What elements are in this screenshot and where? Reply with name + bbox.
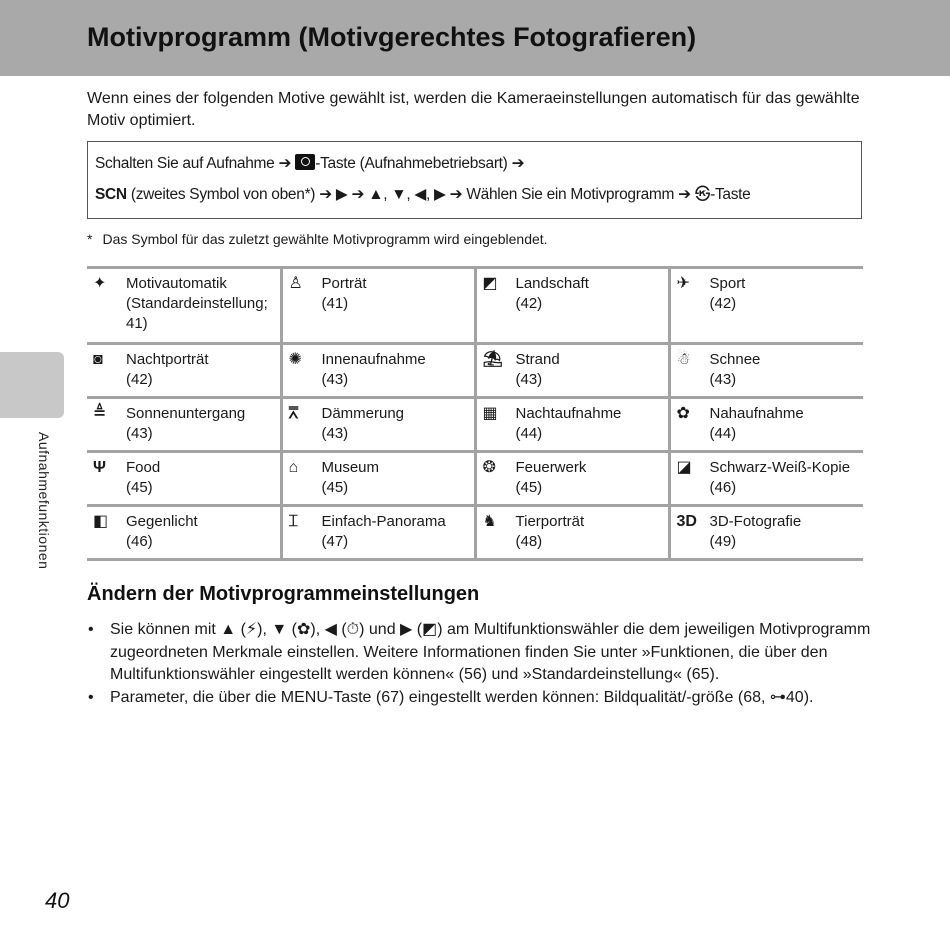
scene-cell	[475, 506, 669, 560]
dusk-dawn-icon: ⩞	[288, 405, 299, 422]
sport-icon: ✈	[676, 275, 690, 292]
scene-cell	[669, 344, 863, 398]
scene-name: Motivautomatik	[126, 275, 227, 292]
arrow-right-icon: ➔	[449, 186, 463, 203]
scene-label	[710, 404, 858, 444]
scene-label	[710, 512, 858, 552]
scene-cell	[475, 452, 669, 506]
landscape-icon: ◩	[482, 275, 498, 292]
scene-page-ref: (44)	[709, 425, 737, 442]
scene-cell	[281, 398, 475, 452]
scene-label	[126, 404, 274, 444]
bullet-item: • Sie können mit ▲ (⚡), ▼ (✿), ◀ (⏱) und ▶ (◩) am Multifunktionswähler die dem jeweiligen Motivprogramm zugeordneten Merkmale einstellen. Weitere Informationen finden Sie unter »Funktionen, die über den Multifunktionswähler eingestellt werden können« (56) und »Standardeinstellung« (65).	[87, 619, 872, 687]
scene-cell	[87, 268, 281, 344]
scene-label	[516, 458, 662, 498]
scene-label	[710, 350, 858, 390]
procedure-line-2	[95, 182, 751, 204]
pet-portrait-icon: ♞	[482, 513, 497, 530]
scene-cell	[669, 398, 863, 452]
scene-cell	[669, 506, 863, 560]
scene-label	[516, 274, 662, 314]
scene-label	[126, 350, 274, 390]
scene-cell	[281, 452, 475, 506]
scene-cell	[87, 452, 281, 506]
scene-page-ref: (47)	[321, 533, 349, 550]
scene-name: Food	[126, 459, 161, 476]
procedure-text: Wählen Sie ein Motivprogramm	[466, 186, 675, 203]
intro-paragraph: Wenn eines der folgenden Motive gewählt ist, werden die Kameraeinstellungen automatisch für das gewählte Motiv optimiert.	[87, 90, 860, 129]
scene-cell	[281, 268, 475, 344]
scene-name: Sport	[709, 275, 746, 292]
page-number: 40	[45, 888, 70, 913]
scene-name: Sonnenuntergang	[126, 405, 246, 422]
arrow-right-icon: ➔	[319, 186, 332, 203]
scene-page-ref: (42)	[126, 371, 153, 388]
scene-cell	[475, 398, 669, 452]
scene-name: Dämmerung	[321, 405, 405, 422]
scene-cell	[87, 398, 281, 452]
scene-name: Nachtaufnahme	[515, 405, 622, 422]
scene-label	[322, 274, 468, 314]
scene-name: Museum	[321, 459, 380, 476]
ok-button-icon: ㉿	[694, 186, 711, 203]
scene-label	[322, 512, 468, 552]
scene-auto-icon: ✦	[93, 275, 107, 292]
procedure-text: -Taste	[710, 186, 751, 203]
scene-name: Feuerwerk	[515, 459, 587, 476]
scene-page-ref: (43)	[321, 371, 349, 388]
table-row	[87, 268, 863, 344]
scene-label	[516, 512, 662, 552]
scene-name: Tierporträt	[515, 513, 585, 530]
footnote-text: Das Symbol für das zuletzt gewählte Motivprogramm wird eingeblendet.	[102, 231, 548, 247]
night-landscape-icon: ▦	[482, 405, 498, 422]
bullet-item: • Parameter, die über die MENU-Taste (67) eingestellt werden können: Bildqualität/-größe (68, ⊶40).	[87, 687, 872, 710]
food-icon: Ψ	[93, 459, 106, 476]
scene-name: Strand	[515, 351, 560, 368]
sunset-icon: ≜	[93, 405, 107, 422]
close-up-icon: ✿	[676, 405, 690, 422]
scene-label	[322, 458, 468, 498]
snow-icon: ☃	[676, 351, 691, 368]
easy-panorama-icon: ⌶	[288, 513, 299, 530]
scene-label	[126, 274, 274, 334]
scene-name: Nahaufnahme	[709, 405, 804, 422]
night-portrait-icon: ◙	[93, 351, 103, 368]
scene-page-ref: (42)	[515, 295, 543, 312]
scene-label	[126, 458, 274, 498]
multi-selector-right-icon: ▶	[335, 186, 348, 203]
arrow-right-icon: ➔	[278, 155, 292, 172]
procedure-text: (zweites Symbol von oben*)	[130, 186, 316, 203]
black-white-copy-icon: ◪	[676, 459, 692, 476]
scene-icon: SCN	[95, 186, 127, 203]
3d-photo-icon: 3D	[676, 513, 697, 530]
scene-page-ref: (41)	[321, 295, 349, 312]
scene-label	[126, 512, 274, 552]
scene-name: 3D-Fotografie	[709, 513, 802, 530]
scene-page-ref: (45)	[321, 479, 349, 496]
arrow-right-icon: ➔	[678, 186, 691, 203]
scene-cell	[87, 506, 281, 560]
scene-cell	[669, 268, 863, 344]
scene-name: Innenaufnahme	[321, 351, 426, 368]
procedure-box	[87, 141, 862, 219]
scene-name: Schwarz-Weiß-Kopie	[709, 459, 851, 476]
scene-cell	[669, 452, 863, 506]
scene-page-ref: (43)	[321, 425, 349, 442]
arrow-right-icon: ➔	[351, 186, 365, 203]
scene-mode-table	[87, 266, 863, 561]
scene-page-ref: (46)	[126, 533, 153, 550]
page-title: Motivprogramm (Motivgerechtes Fotografieren)	[87, 22, 697, 52]
scene-label	[322, 350, 468, 390]
scene-name: Schnee	[709, 351, 761, 368]
party-indoor-icon: ✺	[288, 351, 302, 368]
beach-icon: ⛱	[482, 351, 503, 368]
scene-cell	[281, 506, 475, 560]
procedure-text: Schalten Sie auf Aufnahme	[95, 155, 275, 172]
table-row	[87, 344, 863, 398]
arrow-right-icon: ➔	[511, 155, 525, 172]
procedure-line-1	[95, 154, 524, 173]
scene-page-ref: (46)	[709, 479, 737, 496]
scene-label	[516, 350, 662, 390]
scene-name: Gegenlicht	[126, 513, 198, 530]
procedure-text: -Taste (Aufnahmebetriebsart)	[315, 155, 508, 172]
camera-icon	[295, 154, 315, 170]
footnote	[87, 231, 548, 247]
museum-icon: ⌂	[288, 459, 299, 476]
scene-page-ref: (43)	[515, 371, 543, 388]
multi-selector-directions: ▲, ▼, ◀, ▶	[368, 186, 446, 203]
footnote-marker: *	[87, 231, 93, 247]
scene-page-ref: (45)	[515, 479, 543, 496]
side-tab	[0, 352, 64, 418]
scene-page-ref: (48)	[515, 533, 543, 550]
scene-page-ref: (44)	[515, 425, 543, 442]
scene-name: Einfach-Panorama	[321, 513, 446, 530]
scene-page-ref: (45)	[126, 479, 153, 496]
scene-label	[710, 274, 858, 314]
scene-page-ref: (43)	[126, 425, 153, 442]
scene-cell	[87, 344, 281, 398]
table-row	[87, 398, 863, 452]
scene-page-ref: (43)	[709, 371, 737, 388]
scene-label	[710, 458, 858, 498]
scene-page-ref: (49)	[709, 533, 737, 550]
bullet-list	[87, 619, 872, 709]
scene-cell	[281, 344, 475, 398]
scene-name: Nachtporträt	[126, 351, 209, 368]
table-row	[87, 506, 863, 560]
fireworks-icon: ❂	[482, 459, 496, 476]
scene-label	[322, 404, 468, 444]
side-tab-label: Aufnahmefunktionen	[36, 432, 52, 570]
table-row	[87, 452, 863, 506]
scene-cell	[475, 268, 669, 344]
section-heading: Ändern der Motivprogrammeinstellungen	[87, 583, 480, 605]
portrait-icon: ♙	[288, 275, 303, 292]
scene-name: Landschaft	[515, 275, 589, 292]
scene-label	[516, 404, 662, 444]
scene-name: Porträt	[321, 275, 367, 292]
scene-cell	[475, 344, 669, 398]
backlighting-icon: ◧	[93, 513, 109, 530]
scene-page-ref: (Standardeinstellung; 41)	[126, 295, 268, 332]
scene-page-ref: (42)	[709, 295, 737, 312]
